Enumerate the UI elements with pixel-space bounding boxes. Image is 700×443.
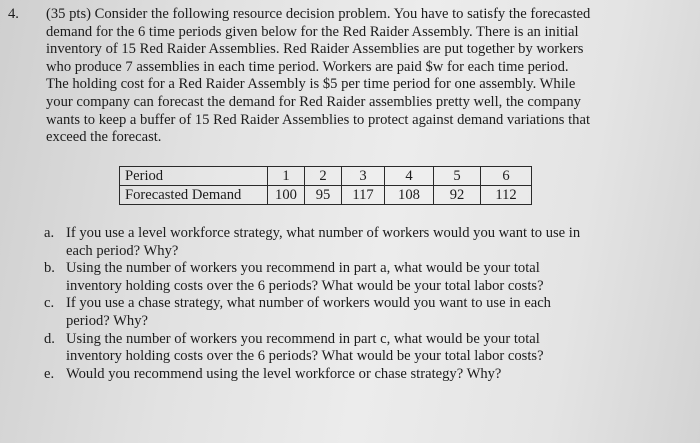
period-cell: 1 <box>268 167 305 186</box>
period-header: Period <box>120 167 268 186</box>
problem-line: exceed the forecast. <box>46 129 162 146</box>
period-cell: 2 <box>305 167 342 186</box>
problem-statement <box>8 6 648 147</box>
problem-line: (35 pts) Consider the following resource decision problem. You have to satisfy the forecasted <box>46 6 591 22</box>
question-a <box>44 225 644 260</box>
problem-number: 4. <box>8 6 19 22</box>
demand-cell: 108 <box>385 186 434 205</box>
question-line: inventory holding costs over the 6 periods? What would be your total labor costs? <box>66 348 544 365</box>
problem-line: The holding cost for a Red Raider Assembly is $5 per time period for one assembly. While <box>46 76 576 93</box>
period-cell: 4 <box>385 167 434 186</box>
problem-line: wants to keep a buffer of 15 Red Raider Assemblies to protect against demand variations that <box>46 111 591 128</box>
demand-cell: 92 <box>434 186 481 205</box>
question-line: inventory holding costs over the 6 periods? What would be your total labor costs? <box>66 277 544 294</box>
question-list <box>44 225 644 383</box>
demand-header: Forecasted Demand <box>120 186 268 205</box>
question-line: If you use a level workforce strategy, what number of workers would you want to use in <box>66 225 581 241</box>
question-label: d. <box>44 330 55 347</box>
problem-line: your company can forecast the demand for Red Raider assemblies pretty well, the company <box>46 93 581 110</box>
question-c <box>44 295 644 330</box>
demand-row <box>120 186 532 205</box>
question-b <box>44 260 644 295</box>
demand-table <box>119 166 532 205</box>
question-d <box>44 331 644 366</box>
demand-cell: 95 <box>305 186 342 205</box>
question-label: c. <box>44 295 55 312</box>
question-line: Using the number of workers you recommend in part c, what would be your total <box>66 330 540 347</box>
period-row <box>120 167 532 186</box>
period-cell: 6 <box>481 167 532 186</box>
period-cell: 3 <box>342 167 385 186</box>
problem-text <box>46 6 648 147</box>
question-label: a. <box>44 225 55 241</box>
period-cell: 5 <box>434 167 481 186</box>
problem-line: who produce 7 assemblies in each time period. Workers are paid $w for each time period. <box>46 58 569 75</box>
question-line: period? Why? <box>66 312 148 329</box>
demand-cell: 112 <box>481 186 532 205</box>
question-e <box>44 366 644 384</box>
problem-line: inventory of 15 Red Raider Assemblies. Red Raider Assemblies are put together by workers <box>46 41 584 58</box>
question-line: If you use a chase strategy, what number of workers would you want to use in each <box>66 295 551 312</box>
question-label: b. <box>44 260 55 277</box>
question-label: e. <box>44 365 55 382</box>
problem-line: demand for the 6 time periods given below for the Red Raider Assembly. There is an initial <box>46 23 579 40</box>
demand-cell: 117 <box>342 186 385 205</box>
question-line: Would you recommend using the level workforce or chase strategy? Why? <box>66 365 502 382</box>
question-line: each period? Why? <box>66 242 179 259</box>
demand-cell: 100 <box>268 186 305 205</box>
question-line: Using the number of workers you recommend in part a, what would be your total <box>66 260 540 277</box>
